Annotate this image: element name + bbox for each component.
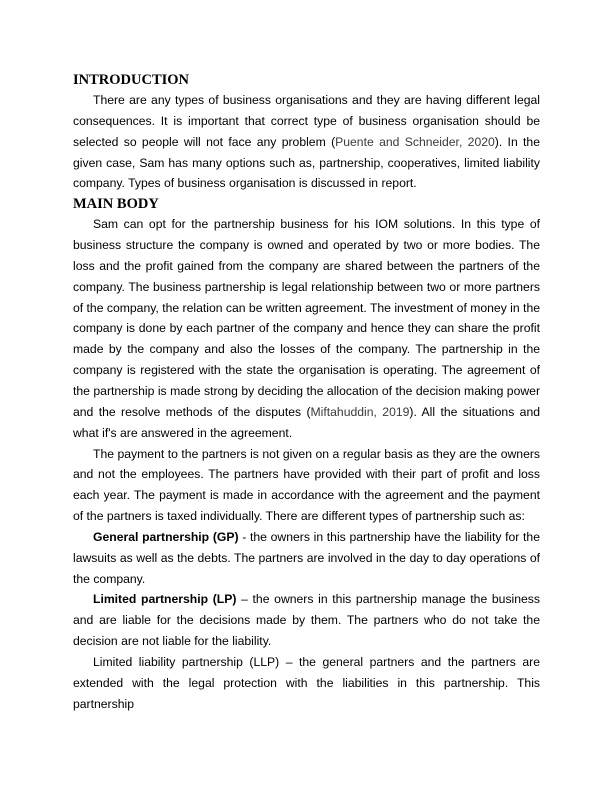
llp-paragraph: Limited liability partnership (LLP) – the general partners and the partners are extended with the legal protection with the liabilities in this partnership. This partnership	[73, 654, 540, 711]
limited-partnership-term: Limited partnership (LP)	[93, 592, 237, 607]
intro-citation: Puente and Schneider, 2020	[335, 134, 495, 149]
main-paragraph-1	[73, 214, 540, 443]
general-partnership-text: - the owners in this partnership have the liability for the lawsuits as well as the debts. The partners are involved in the day to day operations of the company.	[73, 529, 540, 586]
main-paragraph-2: The payment to the partners is not given on a regular basis as they are the owners and not the employees. The partners have provided with their part of profit and loss each year. The payment is made in accordance with the agreement and the payment of the partners is taxed individually. There are different types of partnership such as:	[73, 446, 540, 524]
main-p1-citation: Miftahuddin, 2019	[310, 404, 410, 419]
document-body	[73, 70, 540, 714]
limited-partnership-paragraph	[73, 589, 540, 652]
limited-partnership-text: – the owners in this partnership manage the business and are liable for the decisions made by them. The partners who do not take the decision are not liable for the liability.	[73, 592, 540, 649]
main-body-heading: MAIN BODY	[73, 196, 159, 213]
general-partnership-paragraph	[73, 527, 540, 590]
main-p1-text-b: ). All the situations and what if's are answered in the agreement.	[73, 404, 540, 440]
general-partnership-term: General partnership (GP)	[93, 529, 239, 544]
intro-text-a: There are any types of business organisations and they are having different legal consequences. It is important that correct type of business organisation should be selected so people will not face any problem (	[73, 93, 540, 149]
introduction-paragraph	[73, 90, 540, 194]
main-p1-text-a: Sam can opt for the partnership business for his IOM solutions. In this type of business structure the company is owned and operated by two or more bodies. The loss and the profit gained from the company are shared between the partners of the company. The business partnership is legal relationship between two or more partners of the company, the relation can be written agreement. The investment of money in the company is done by each partner of the company and hence they can share the profit made by the company and also the losses of the company. The partnership in the company is registered with the state the organisation is operating. The agreement of the partnership is made strong by deciding the allocation of the decision making power and the resolve methods of the disputes (	[73, 217, 540, 419]
intro-text-b: ). In the given case, Sam has many options such as, partnership, cooperatives, limited liability company. Types of business organisation is discussed in report.	[73, 134, 540, 191]
introduction-heading: INTRODUCTION	[73, 72, 190, 88]
